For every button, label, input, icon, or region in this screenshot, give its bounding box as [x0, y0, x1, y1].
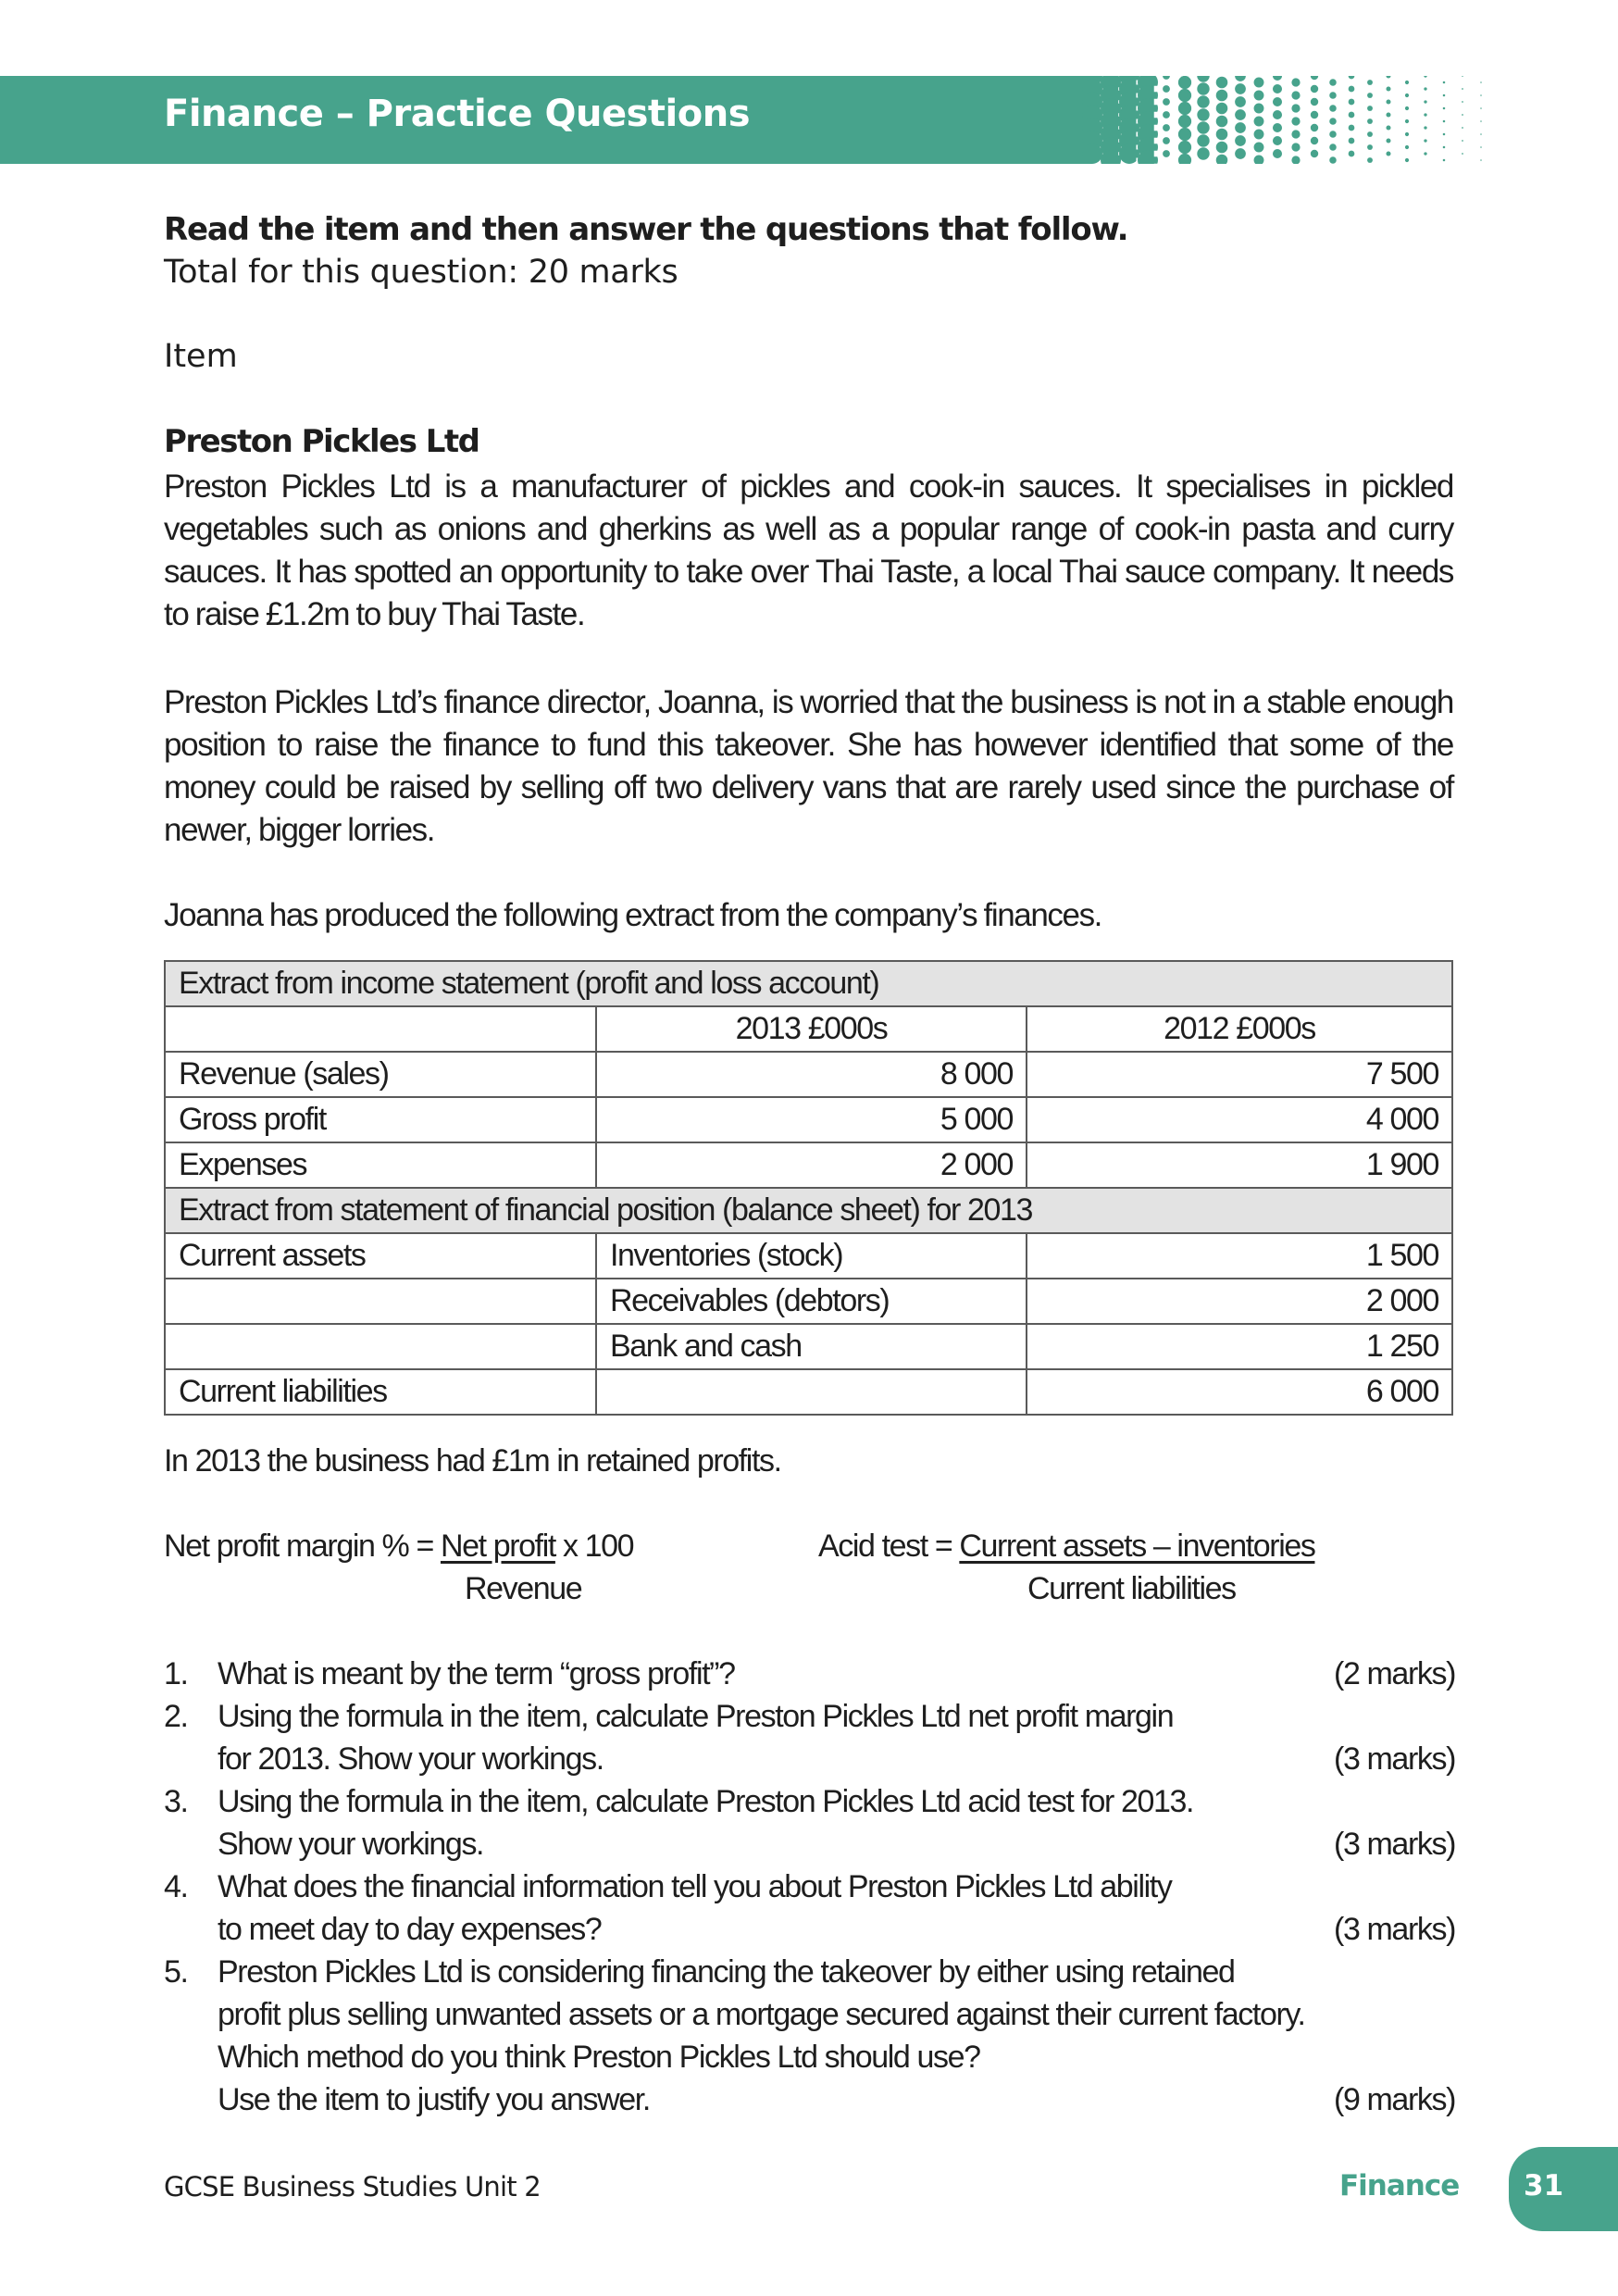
table-section-header [165, 961, 1452, 1006]
column-2013: 2013 £000s [596, 1006, 1027, 1052]
total-marks: Total for this question: 20 marks [164, 254, 678, 291]
table-row [165, 1324, 1452, 1369]
table-column-header [165, 1006, 1452, 1052]
item-paragraph-2: Preston Pickles Ltd’s finance director, Joanna, is worried that the business is not in a stable enough position to raise the finance to fund this takeover. She has however identified that some of the money could be raised by selling off two delivery vans that are rarely used since the purchase of newer, bigger lorries. [164, 684, 1453, 848]
marks: (9 marks) [1334, 2082, 1455, 2117]
question-2: 2. Using the formula in the item, calculate Preston Pickles Ltd net profit margin for 2013. Show your workings. (3 marks) [164, 1695, 1455, 1780]
row-label [165, 1324, 596, 1369]
item-paragraph-1: Preston Pickles Ltd is a manufacturer of pickles and cook-in sauces. It specialises in pickled vegetables such as onions and gherkins as well as a popular range of cook-in pasta and curry sauces. It has spotted an opportunity to take over Thai Taste, a local Thai sauce company. It needs to raise £1.2m to buy Thai Taste. [164, 468, 1453, 632]
npm-numerator: Net profit [440, 1529, 555, 1564]
question-list [164, 1653, 1455, 2121]
value-2013: 8 000 [596, 1052, 1027, 1097]
acid-numerator: Current assets – inventories [959, 1529, 1315, 1564]
footer-book-title: GCSE Business Studies Unit 2 [164, 2171, 541, 2202]
row-label [165, 1279, 596, 1324]
npm-label: Net profit margin % = [164, 1529, 433, 1564]
value-2012: 4 000 [1027, 1097, 1452, 1142]
acid-label: Acid test = [818, 1529, 952, 1564]
page-number: 31 [1524, 2169, 1564, 2202]
table-row [165, 1052, 1452, 1097]
value-2013: 2 000 [596, 1142, 1027, 1188]
finance-extract-table [164, 960, 1453, 1416]
npm-multiplier: x 100 [562, 1529, 634, 1564]
page-title: Finance – Practice Questions [164, 93, 751, 135]
row-label: Expenses [165, 1142, 596, 1188]
question-3: 3. Using the formula in the item, calculate Preston Pickles Ltd acid test for 2013. Show your workings. (3 marks) [164, 1780, 1455, 1866]
income-statement-heading: Extract from income statement (profit and loss account) [165, 961, 1452, 1006]
row-sublabel [596, 1369, 1027, 1415]
row-sublabel: Inventories (stock) [596, 1233, 1027, 1279]
marks: (3 marks) [1334, 1912, 1455, 1947]
npm-denominator: Revenue [465, 1571, 582, 1606]
value-2013: 5 000 [596, 1097, 1027, 1142]
item-heading: Preston Pickles Ltd [164, 423, 479, 460]
balance-sheet-heading: Extract from statement of financial position (balance sheet) for 2013 [165, 1188, 1452, 1233]
item-paragraph-3: Joanna has produced the following extract from the company’s finances. [164, 897, 1102, 933]
column-2012: 2012 £000s [1027, 1006, 1452, 1052]
value-2012: 7 500 [1027, 1052, 1452, 1097]
row-label: Current assets [165, 1233, 596, 1279]
table-section-header [165, 1188, 1452, 1233]
row-value: 2 000 [1027, 1279, 1452, 1324]
row-label: Gross profit [165, 1097, 596, 1142]
row-sublabel: Receivables (debtors) [596, 1279, 1027, 1324]
row-value: 1 500 [1027, 1233, 1452, 1279]
table-row [165, 1142, 1452, 1188]
halftone-dots-icon [1055, 76, 1490, 164]
item-label: Item [164, 338, 238, 375]
question-5: 5. Preston Pickles Ltd is considering financing the takeover by either using retained profit plus selling unwanted assets or a mortgage secured against their current factory. Which method do you think Preston Pickles Ltd should use? Use the item to justify you answer. (9 marks) [164, 1951, 1455, 2121]
footer-section-name: Finance [1339, 2169, 1460, 2202]
row-label: Current liabilities [165, 1369, 596, 1415]
marks: (3 marks) [1334, 1741, 1455, 1777]
table-row [165, 1233, 1452, 1279]
row-value: 6 000 [1027, 1369, 1452, 1415]
row-sublabel: Bank and cash [596, 1324, 1027, 1369]
acid-denominator: Current liabilities [1027, 1571, 1236, 1606]
row-label: Revenue (sales) [165, 1052, 596, 1097]
marks: (3 marks) [1334, 1827, 1455, 1862]
question-1: 1. What is meant by the term “gross profit”? (2 marks) [164, 1653, 1455, 1695]
table-row [165, 1097, 1452, 1142]
table-row [165, 1279, 1452, 1324]
question-4: 4. What does the financial information tell you about Preston Pickles Ltd ability to meet day to day expenses? (3 marks) [164, 1866, 1455, 1951]
net-profit-margin-formula [164, 1525, 633, 1567]
value-2012: 1 900 [1027, 1142, 1452, 1188]
instructions-heading: Read the item and then answer the questions that follow. [164, 211, 1128, 248]
acid-test-formula [818, 1525, 1314, 1567]
marks: (2 marks) [1334, 1656, 1455, 1691]
retained-profits-note: In 2013 the business had £1m in retained profits. [164, 1443, 781, 1479]
table-row [165, 1369, 1452, 1415]
row-value: 1 250 [1027, 1324, 1452, 1369]
